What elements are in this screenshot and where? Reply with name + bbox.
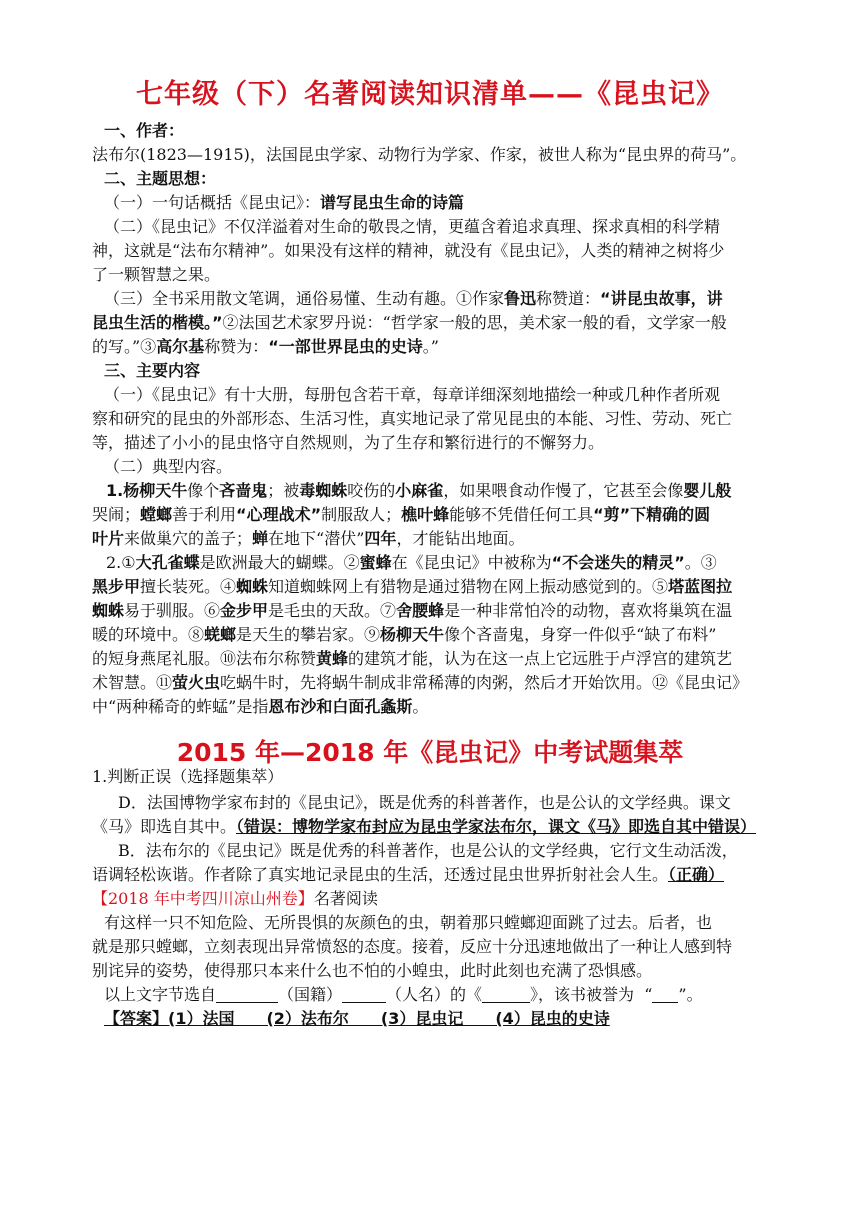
text: 的写。”③ xyxy=(92,337,157,356)
text: 《马》即选自其中。 xyxy=(92,817,237,836)
text: 。 xyxy=(412,697,429,716)
bold: 吝啬鬼 xyxy=(219,481,268,500)
bold: 蜜蜂 xyxy=(359,553,392,572)
typical-b-line4 xyxy=(92,625,716,645)
reading-line1: 有这样一只不知危险、无所畏惧的灰颜色的虫，朝着那只螳螂迎面跳了过去。后者，也 xyxy=(104,913,713,932)
text: 。③ xyxy=(684,553,717,572)
text: 的短身燕尾礼服。⑩法布尔称赞 xyxy=(92,649,317,668)
blank-book[interactable] xyxy=(482,986,530,1003)
theme-p1-bold: 谱写昆虫生命的诗篇 xyxy=(320,193,465,212)
option-b-line1: B．法布尔的《昆虫记》既是优秀的科普著作，也是公认的文学经典，它行文生动活泼， xyxy=(118,841,738,860)
bold-quote: “一部世界昆虫的史诗 xyxy=(268,337,423,356)
exam-title: 2015 年—2018 年《昆虫记》中考试题集萃 xyxy=(176,738,684,767)
bold: “剪”下精确的圆 xyxy=(593,505,711,524)
bold: 萤火虫 xyxy=(172,673,221,692)
theme-p3-line3 xyxy=(92,337,439,357)
text: 术智慧。⑪ xyxy=(92,673,173,692)
content-p2: （二）典型内容。 xyxy=(104,457,233,476)
section-content-heading: 三、主要内容 xyxy=(104,361,201,380)
text: 像个 xyxy=(187,481,220,500)
option-b-line2 xyxy=(92,865,724,885)
bold-name: 高尔基 xyxy=(156,337,205,356)
bold: 蜘蛛 xyxy=(236,577,269,596)
bold: “不会迷失的精灵” xyxy=(551,553,685,572)
typical-b-line5 xyxy=(92,649,732,669)
text: 2.① xyxy=(106,553,136,572)
text: 暖的环境中。⑧ xyxy=(92,625,205,644)
text: 易于驯服。⑥ xyxy=(124,601,221,620)
bold: 蜘蛛 xyxy=(92,601,125,620)
text: 擅长装死。④ xyxy=(140,577,237,596)
text: 称赞为： xyxy=(204,337,269,356)
bold: 小麻雀 xyxy=(395,481,444,500)
reading-line2: 就是那只螳螂，立刻表现出异常愤怒的态度。接着，反应十分迅速地做出了一种让人感到特 xyxy=(92,937,733,956)
text: ”。 xyxy=(678,985,703,1004)
bold: “心理战术” xyxy=(236,505,322,524)
bold: 黄蜂 xyxy=(316,649,349,668)
bold: 恩布沙和白面孔螽斯 xyxy=(268,697,413,716)
text: 》，该书被誉为 xyxy=(530,985,635,1004)
theme-p1-text: （一）一句话概括《昆虫记》： xyxy=(104,193,321,212)
content-p1-line2: 察和研究的昆虫的外部形态、生活习性，真实地记录了常见昆虫的本能、习性、劳动、死亡 xyxy=(92,409,733,428)
text: 中“两种稀奇的蚱蜢”是指 xyxy=(92,697,269,716)
text: （国籍） xyxy=(278,985,343,1004)
bold: 1.杨柳天牛 xyxy=(106,481,188,500)
theme-p2-line2: 神，这就是“法布尔精神”。如果没有这样的精神，就没有《昆虫记》，人类的精神之树将少 xyxy=(92,241,725,260)
theme-p3-line2 xyxy=(92,313,727,333)
section-author-heading: 一、作者： xyxy=(104,121,185,140)
blank-nationality[interactable] xyxy=(216,986,278,1003)
bold: 舍腰蜂 xyxy=(396,601,445,620)
answer-note: （错误：博物学家布封应为昆虫学家法布尔，课文《马》即选自其中错误） xyxy=(236,817,757,836)
content-p1-line3: 等，描述了小小的昆虫恪守自然规则，为了生存和繁衍进行的不懈努力。 xyxy=(92,433,605,452)
typical-b-line7 xyxy=(92,697,428,717)
text: （人名）的《 xyxy=(386,985,483,1004)
theme-p2-line3: 了一颗智慧之果。 xyxy=(92,265,221,284)
text: ；被 xyxy=(267,481,300,500)
bold: 大孔雀蝶 xyxy=(135,553,200,572)
text: 以上文字节选自 xyxy=(104,985,217,1004)
fill-blank-question xyxy=(104,985,703,1005)
option-d-line2 xyxy=(92,817,756,837)
bold-quote: “讲昆虫故事，讲 xyxy=(600,289,723,308)
text: 哭闹； xyxy=(92,505,141,524)
answer-line: 【答案】(1）法国 (2）法布尔 (3）昆虫记 (4）昆虫的史诗 xyxy=(104,1009,610,1028)
source-line xyxy=(92,889,378,909)
text: 的建筑才能，认为在这一点上它远胜于卢浮宫的建筑艺 xyxy=(348,649,733,668)
text: 在《昆虫记》中被称为 xyxy=(391,553,552,572)
bold: 樵叶蜂 xyxy=(401,505,450,524)
text: ，如果喂食动作慢了，它甚至会像 xyxy=(443,481,684,500)
author-text: 法布尔(1823—1915)，法国昆虫学家、动物行为学家、作家，被世人称为“昆虫界的荷马”。 xyxy=(92,145,747,164)
text: 是毛虫的天敌。⑦ xyxy=(268,601,397,620)
exam-source: 【2018 年中考四川凉山州卷】 xyxy=(92,889,314,908)
text: 是欧洲最大的蝴蝶。② xyxy=(199,553,360,572)
typical-b-line2 xyxy=(92,577,732,597)
text: 来做巢穴的盖子； xyxy=(124,529,253,548)
text: 。” xyxy=(422,337,439,356)
bold: 蜣螂 xyxy=(204,625,237,644)
bold-quote: 昆虫生活的楷模。” xyxy=(92,313,223,332)
content-p1-line1: （一）《昆虫记》有十大册，每册包含若干章，每章详细深刻地描绘一种或几种作者所观 xyxy=(104,385,721,404)
text: ，才能钻出地面。 xyxy=(396,529,525,548)
text: 咬伤的 xyxy=(347,481,396,500)
theme-p2-line1: （二）《昆虫记》不仅洋溢着对生命的敬畏之情，更蕴含着追求真理、探求真相的科学精 xyxy=(104,217,721,236)
text: ②法国艺术家罗丹说：“哲学家一般的思，美术家一般的看，文学家一般 xyxy=(222,313,727,332)
main-title: 七年级（下）名著阅读知识清单——《昆虫记》 xyxy=(136,79,724,110)
typical-a-line1 xyxy=(106,481,731,501)
bold: 婴儿般 xyxy=(683,481,732,500)
text: 是天生的攀岩家。⑨ xyxy=(236,625,381,644)
text: 吃蜗牛时，先将蜗牛制成非常稀薄的肉粥，然后才开始饮用。⑫《昆虫记》 xyxy=(220,673,749,692)
bold: 螳螂 xyxy=(140,505,173,524)
text: 是一种非常怕冷的动物，喜欢将巢筑在温 xyxy=(444,601,733,620)
text: 能够不凭借任何工具 xyxy=(449,505,594,524)
text: 称赞道： xyxy=(536,289,601,308)
bold: 蝉 xyxy=(252,529,269,548)
blank-author[interactable] xyxy=(342,986,386,1003)
theme-p1 xyxy=(104,193,464,213)
bold: 黑步甲 xyxy=(92,577,141,596)
bold: 金步甲 xyxy=(220,601,269,620)
bold: 四年 xyxy=(364,529,397,548)
text: 知道蜘蛛网上有猎物是通过猎物在网上振动感觉到的。⑤ xyxy=(268,577,669,596)
text: 制服敌人； xyxy=(321,505,402,524)
theme-p3-line1 xyxy=(104,289,723,309)
typical-b-line6 xyxy=(92,673,748,693)
text: 善于利用 xyxy=(172,505,237,524)
text: 像个吝啬鬼，身穿一件似乎“缺了布料” xyxy=(444,625,717,644)
text: （三）全书采用散文笔调，通俗易懂、生动有趣。①作家 xyxy=(104,289,505,308)
text: 语调轻松诙谐。作者除了真实地记录昆虫的生活，还透过昆虫世界折射社会人生。 xyxy=(92,865,669,884)
typical-a-line2 xyxy=(92,505,710,525)
section-theme-heading: 二、主题思想： xyxy=(104,169,217,188)
blank-title[interactable] xyxy=(652,986,678,1003)
text: 名著阅读 xyxy=(313,889,378,908)
answer-note: （正确） xyxy=(668,865,725,884)
bold: 叶片 xyxy=(92,529,125,548)
text: 在地下“潜伏” xyxy=(268,529,365,548)
bold-name: 鲁迅 xyxy=(504,289,537,308)
bold: 毒蜘蛛 xyxy=(299,481,348,500)
option-d-line1: D．法国博物学家布封的《昆虫记》，既是优秀的科普著作，也是公认的文学经典。课文 xyxy=(118,793,731,812)
bold: 塔蓝图拉 xyxy=(668,577,733,596)
typical-b-line3 xyxy=(92,601,732,621)
question-1-heading: 1.判断正误（选择题集萃） xyxy=(92,767,284,786)
typical-b-line1 xyxy=(106,553,717,573)
reading-line3: 别诧异的姿势，使得那只本来什么也不怕的小蝗虫，此时此刻也充满了恐惧感。 xyxy=(92,961,653,980)
bold: 杨柳天牛 xyxy=(380,625,445,644)
typical-a-line3 xyxy=(92,529,524,549)
text: “ xyxy=(644,985,653,1004)
